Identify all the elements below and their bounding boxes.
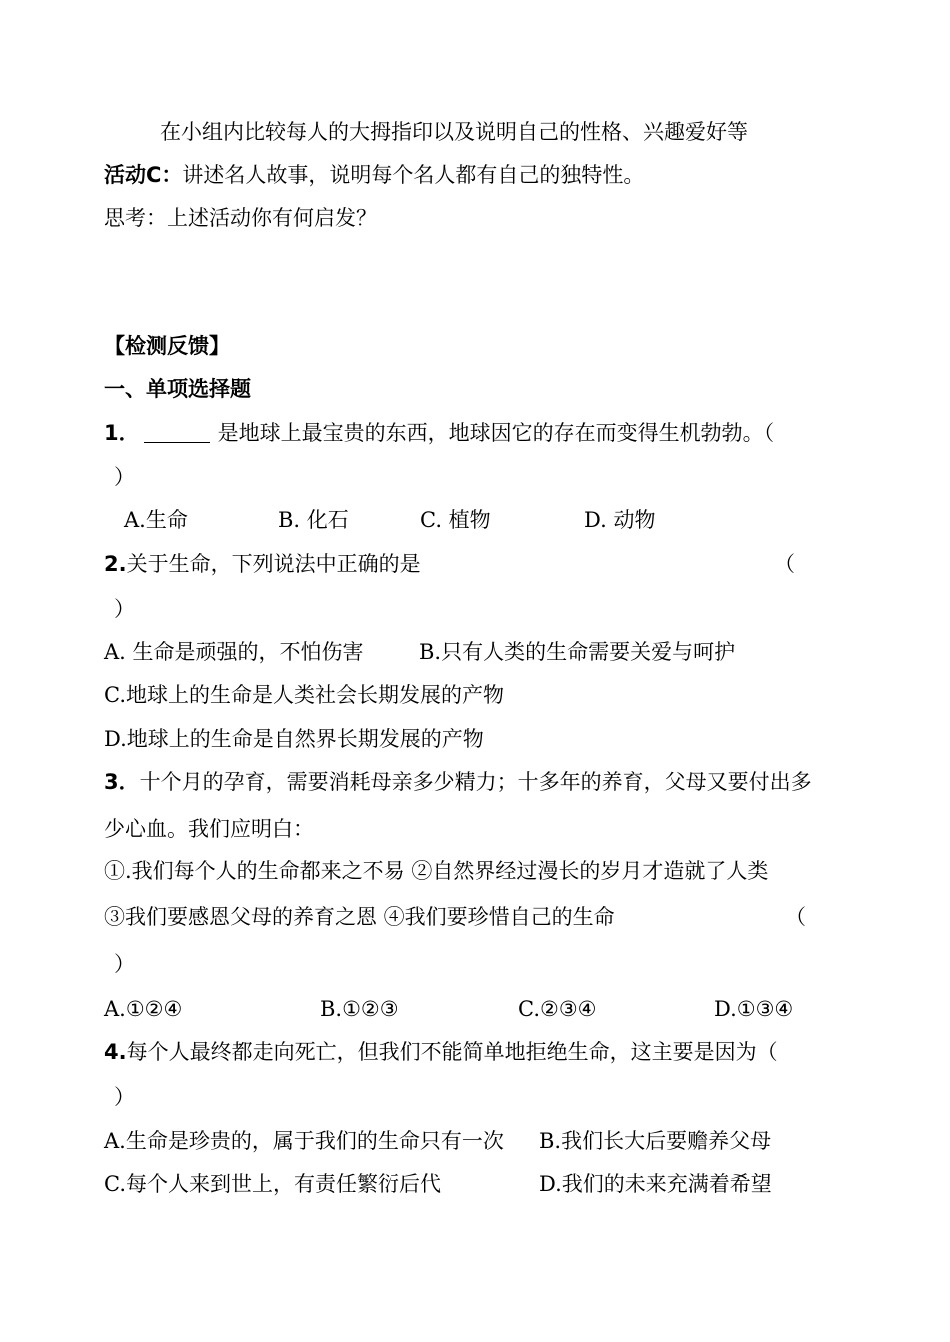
activity-c-text: 讲述名人故事，说明每个名人都有自己的独特性。 (182, 163, 645, 187)
statements-3-4: ③我们要感恩父母的养育之恩 ④我们要珍惜自己的生命 (104, 905, 615, 929)
close-paren: ） (114, 1085, 135, 1109)
close-paren: ） (114, 597, 135, 621)
statements-1-2: ①.我们每个人的生命都来之不易 ②自然界经过漫长的岁月才造就了人类 (104, 859, 769, 883)
option-b: B.我们长大后要赡养父母 (539, 1129, 772, 1153)
question-text-cont: 少心血。我们应明白： (104, 817, 314, 841)
option-c: C.地球上的生命是人类社会长期发展的产物 (104, 683, 504, 707)
question-text: 关于生命，下列说法中正确的是 (126, 552, 421, 576)
option-d: D.我们的未来充满着希望 (539, 1172, 772, 1196)
question-number: 1． (104, 421, 140, 445)
section-subtitle: 一、单项选择题 (104, 377, 251, 401)
question-number: 3． (104, 770, 140, 794)
question-2 (104, 550, 421, 578)
option-c: C.每个人来到世上，有责任繁衍后代 (104, 1172, 441, 1196)
option-a: A.生命 (124, 508, 188, 532)
activity-c-label: 活动C： (104, 163, 183, 187)
question-1 (104, 419, 774, 447)
question-number: 4. (104, 1040, 127, 1064)
open-paren: （ (774, 552, 795, 576)
option-a: A.①②④ (104, 997, 183, 1021)
close-paren: ） (114, 952, 135, 976)
intro-line: 在小组内比较每人的大拇指印以及说明自己的性格、兴趣爱好等 (160, 120, 748, 144)
option-c: C. 植物 (420, 508, 491, 532)
question-text: 每个人最终都走向死亡，但我们不能简单地拒绝生命，这主要是因为（ (126, 1040, 778, 1064)
open-paren: （ (785, 905, 806, 929)
answer-blank (144, 422, 210, 443)
question-4 (104, 1038, 778, 1066)
question-3 (104, 768, 812, 796)
option-d: D. 动物 (584, 508, 656, 532)
activity-c-line (104, 161, 644, 189)
option-b: B.只有人类的生命需要关爱与呵护 (419, 640, 736, 664)
think-prompt: 思考：上述活动你有何启发？ (104, 206, 377, 230)
question-text: 十个月的孕育，需要消耗母亲多少精力；十多年的养育，父母又要付出多 (139, 770, 812, 794)
option-c: C.②③④ (518, 997, 597, 1021)
close-paren: ） (114, 465, 135, 489)
option-a: A.生命是珍贵的，属于我们的生命只有一次 (104, 1129, 504, 1153)
question-number: 2. (104, 552, 127, 576)
option-b: B. 化石 (278, 508, 349, 532)
option-b: B.①②③ (320, 997, 399, 1021)
question-text: 是地球上最宝贵的东西，地球因它的存在而变得生机勃勃。（ (217, 421, 775, 445)
section-title: 【检测反馈】 (104, 334, 230, 358)
option-d: D.地球上的生命是自然界长期发展的产物 (104, 727, 484, 751)
option-a: A. 生命是顽强的，不怕伤害 (104, 640, 364, 664)
option-d: D.①③④ (714, 997, 794, 1021)
